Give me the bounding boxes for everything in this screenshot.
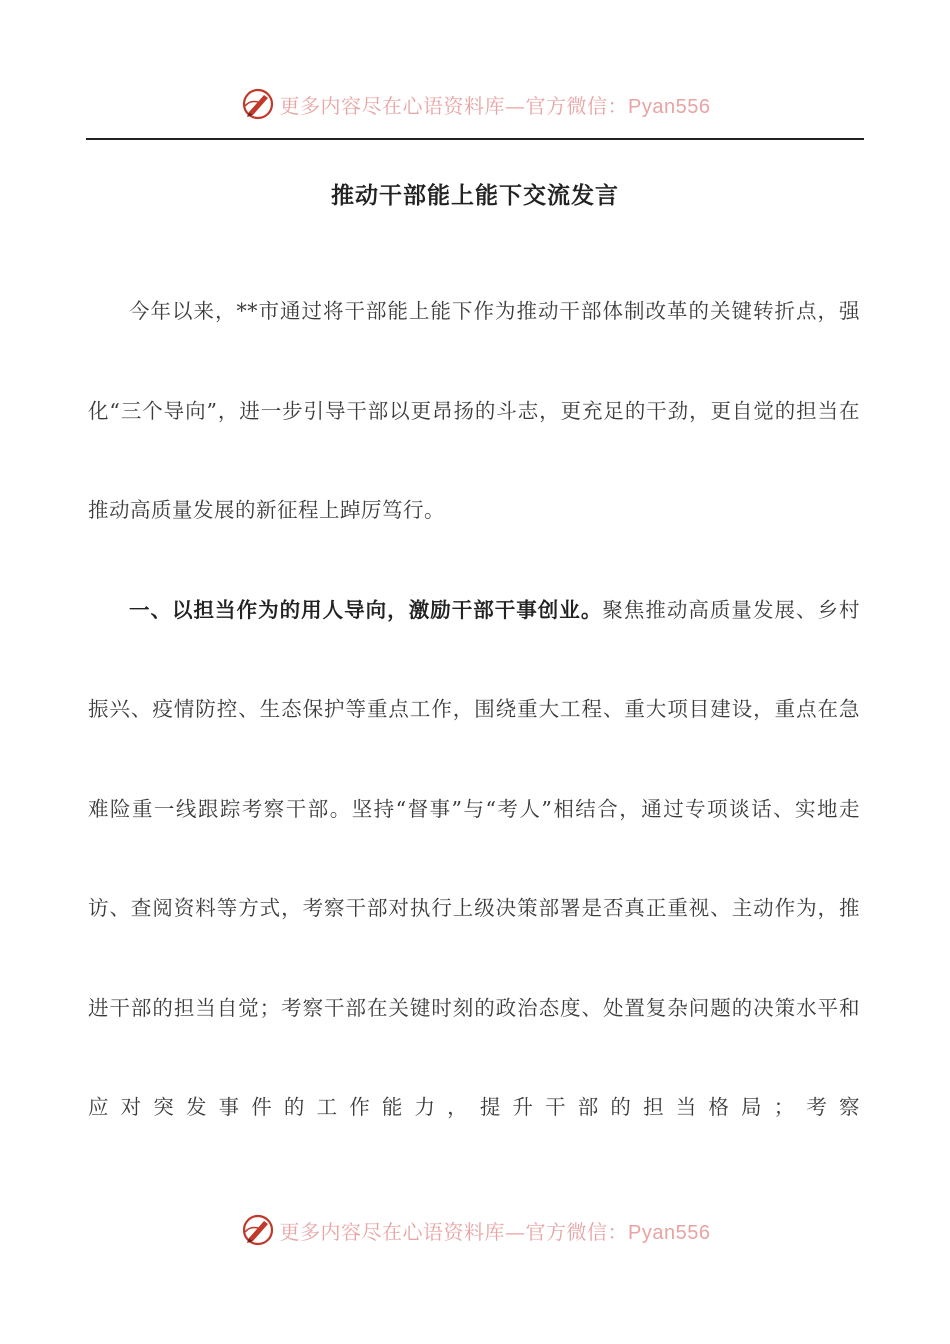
pen-logo-icon bbox=[240, 1212, 276, 1248]
watermark-contact: Pyan556 bbox=[628, 1221, 711, 1244]
paragraph-intro bbox=[88, 262, 860, 561]
paragraph-section-1 bbox=[88, 561, 860, 1158]
header-divider bbox=[86, 138, 864, 140]
paragraph-text: 今年以来，**市通过将干部能上能下作为推动干部体制改革的关键转折点，强化“三个导向”，进一步引导干部以更昂扬的斗志，更充足的干劲，更自觉的担当在推动高质量发展的新征程上踔厉笃行。 bbox=[88, 299, 860, 522]
watermark-contact: Pyan556 bbox=[628, 95, 711, 118]
pen-logo-icon bbox=[240, 86, 276, 122]
document-body bbox=[88, 262, 860, 1158]
paragraph-text: 聚焦推动高质量发展、乡村振兴、疫情防控、生态保护等重点工作，围绕重大工程、重大项目建设，重点在急难险重一线跟踪考察干部。坚持“督事”与“考人”相结合，通过专项谈话、实地走访、查阅资料等方式，考察干部对执行上级决策部署是否真正重视、主动作为，推进干部的担当自觉；考察干部在关键时刻的政治态度、处置复杂问题的决策水平和应对突发事件的工作能力，提升干部的担当格局；考察 bbox=[88, 597, 861, 1119]
section-heading: 一、以担当作为的用人导向，激励干部干事创业。 bbox=[129, 597, 603, 622]
watermark-text: 更多内容尽在心语资料库—官方微信：Pyan556 bbox=[279, 1219, 711, 1244]
header-watermark-banner bbox=[0, 84, 950, 124]
footer-watermark-banner bbox=[0, 1210, 950, 1250]
document-title: 推动干部能上能下交流发言 bbox=[331, 183, 619, 209]
watermark-text: 更多内容尽在心语资料库—官方微信：Pyan556 bbox=[279, 93, 711, 118]
